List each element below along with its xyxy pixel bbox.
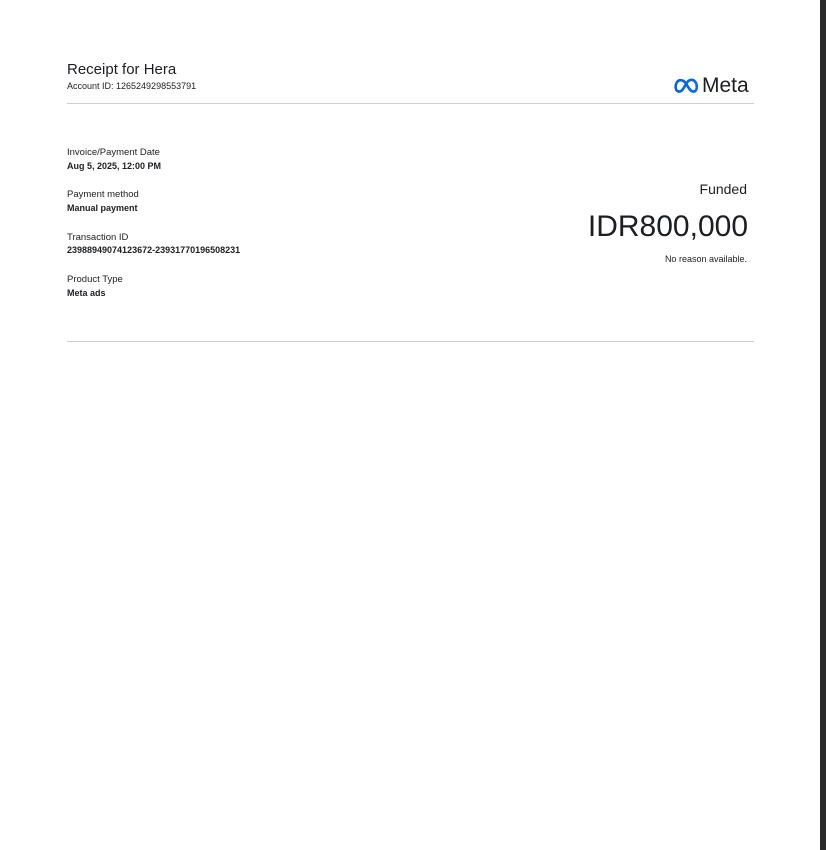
viewer-edge (820, 0, 826, 850)
account-id: Account ID: 1265249298553791 (67, 81, 197, 91)
status-reason: No reason available. (664, 254, 747, 264)
product-type-label: Product Type (67, 274, 123, 285)
payment-method-label: Payment method (67, 189, 139, 200)
product-type-value: Meta ads (67, 288, 106, 298)
footer-divider (67, 341, 754, 342)
payment-status: Funded (699, 181, 747, 197)
meta-infinity-icon (674, 78, 700, 94)
header-divider (67, 103, 754, 104)
transaction-id-label: Transaction ID (67, 232, 129, 243)
payment-amount: IDR800,000 (587, 210, 748, 243)
payment-date-value: Aug 5, 2025, 12:00 PM (67, 161, 162, 171)
payment-date-label: Invoice/Payment Date (67, 147, 160, 158)
receipt-title: Receipt for Hera (67, 61, 177, 78)
meta-logo-text: Meta (702, 74, 749, 97)
payment-method-value: Manual payment (67, 203, 138, 213)
meta-logo (674, 74, 749, 98)
transaction-id-value: 23988949074123672-23931770196508231 (67, 245, 241, 255)
